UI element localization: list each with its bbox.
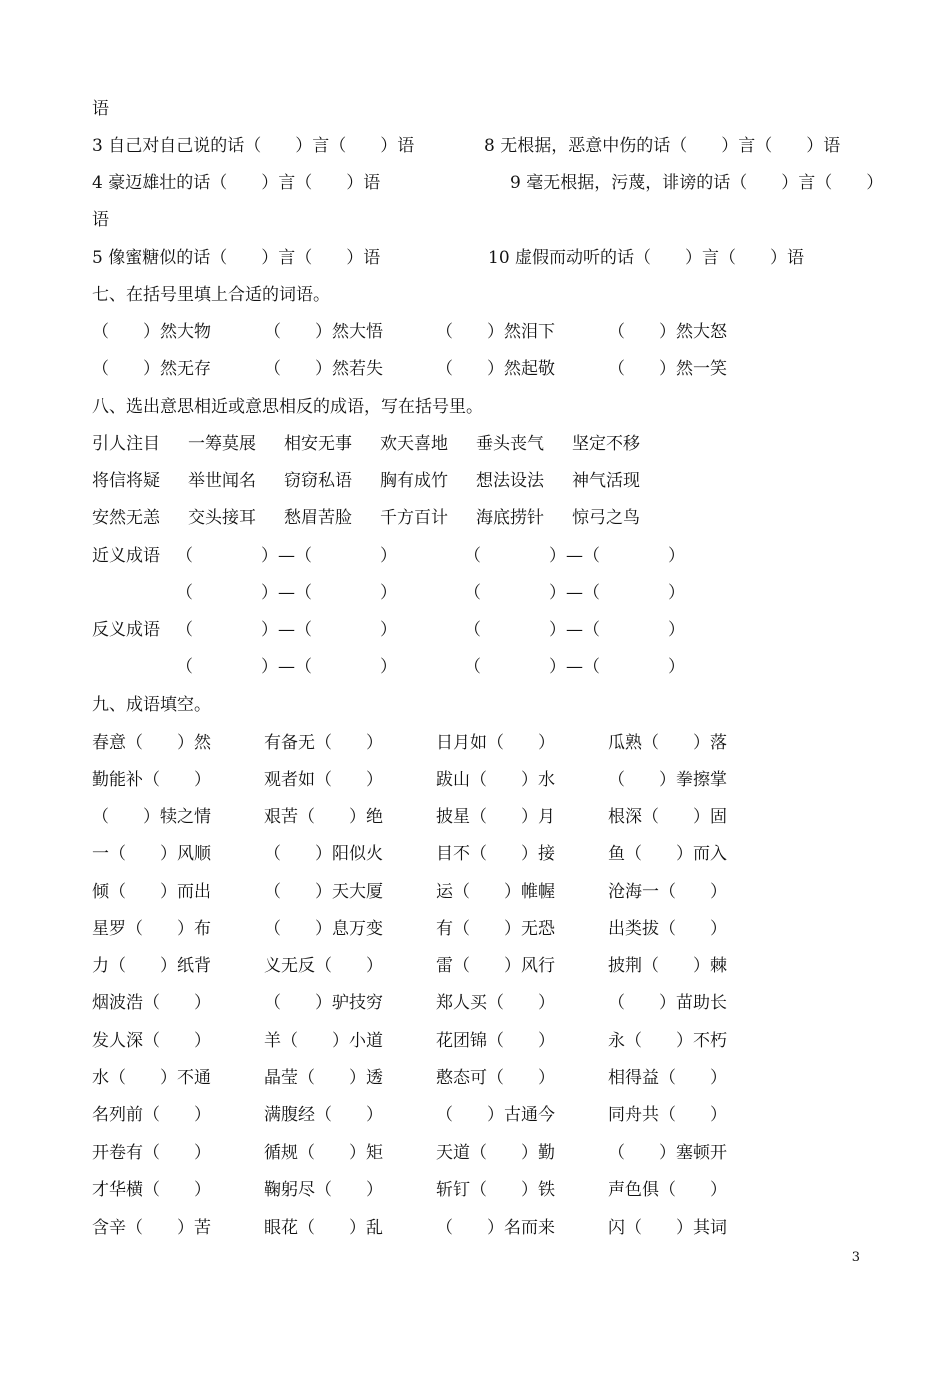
idiom-blank: 同舟共（ ） (608, 1105, 727, 1125)
idiom: 垂头丧气 (476, 434, 544, 454)
idiom-blank: 日月如（ ） (436, 733, 555, 753)
section9-row (92, 1100, 792, 1130)
section9-row (92, 728, 792, 758)
idiom-blank: （ ）苗助长 (608, 993, 727, 1013)
section9-row (92, 765, 792, 795)
idiom: 惊弓之鸟 (572, 508, 640, 528)
section9-row (92, 1026, 792, 1056)
idiom-blank: 才华横（ ） (92, 1180, 211, 1200)
answer-blank-pair: （ ）—（ ） (464, 620, 685, 640)
answer-blank-pair: （ ）—（ ） (176, 546, 397, 566)
idiom-blank: 有（ ）无恐 (436, 919, 555, 939)
idiom-blank: 含辛（ ）苦 (92, 1218, 211, 1238)
section6-item-5: 5 像蜜糖似的话（ ）言（ ）语 (92, 248, 381, 268)
idiom-blank: 鞠躬尽（ ） (264, 1180, 383, 1200)
idiom-blank: （ ）阳似火 (264, 844, 383, 864)
idiom-blank: 斩钉（ ）铁 (436, 1180, 555, 1200)
idiom-blank: 鱼（ ）而入 (608, 844, 727, 864)
idiom-blank: 满腹经（ ） (264, 1105, 383, 1125)
idiom-blank: （ ）古通今 (436, 1105, 555, 1125)
fill-blank-item: （ ）然大悟 (264, 322, 383, 342)
idiom-blank: （ ）天大厦 (264, 882, 383, 902)
idiom-blank: 星罗（ ）布 (92, 919, 211, 939)
page-number: 3 (851, 1250, 860, 1265)
idiom-blank: 沧海一（ ） (608, 882, 727, 902)
idiom-blank: 羊（ ）小道 (264, 1031, 383, 1051)
synonym-row (92, 578, 792, 608)
idiom-blank: 根深（ ）固 (608, 807, 727, 827)
section9-title: 九、成语填空。 (92, 695, 211, 715)
idiom: 坚定不移 (572, 434, 640, 454)
idiom: 胸有成竹 (380, 471, 448, 491)
answer-blank-pair: （ ）—（ ） (176, 583, 397, 603)
idiom: 交头接耳 (188, 508, 256, 528)
section9-row (92, 1213, 792, 1243)
idiom-blank: 倾（ ）而出 (92, 882, 211, 902)
idiom-blank: 春意（ ）然 (92, 733, 211, 753)
idiom-blank: 名列前（ ） (92, 1105, 211, 1125)
idiom: 将信将疑 (92, 471, 160, 491)
idiom-blank: （ ）名而来 (436, 1218, 555, 1238)
idiom-row (92, 429, 792, 459)
idiom-blank: （ ）塞顿开 (608, 1143, 727, 1163)
section9-row (92, 1175, 792, 1205)
synonym-label: 近义成语 (92, 546, 160, 566)
idiom: 想法设法 (476, 471, 544, 491)
answer-blank-pair: （ ）—（ ） (464, 546, 685, 566)
section6-item-10: 10 虚假而动听的话（ ）言（ ）语 (488, 248, 805, 268)
section6-row-4 (92, 168, 884, 198)
idiom: 安然无恙 (92, 508, 160, 528)
fill-blank-item: （ ）然泪下 (436, 322, 555, 342)
idiom-blank: 天道（ ）勤 (436, 1143, 555, 1163)
answer-blank-pair: （ ）—（ ） (176, 657, 397, 677)
answer-blank-pair: （ ）—（ ） (464, 657, 685, 677)
idiom-blank: 披星（ ）月 (436, 807, 555, 827)
answer-blank-pair: （ ）—（ ） (176, 620, 397, 640)
idiom-blank: 目不（ ）接 (436, 844, 555, 864)
section9-row (92, 914, 792, 944)
answer-blank-pair: （ ）—（ ） (464, 583, 685, 603)
idiom-blank: 出类拔（ ） (608, 919, 727, 939)
antonym-label: 反义成语 (92, 620, 160, 640)
idiom: 举世闻名 (188, 471, 256, 491)
section9-row (92, 877, 792, 907)
idiom: 引人注目 (92, 434, 160, 454)
section7-title: 七、在括号里填上合适的词语。 (92, 285, 330, 305)
idiom: 一筹莫展 (188, 434, 256, 454)
idiom: 千方百计 (380, 508, 448, 528)
fill-blank-item: （ ）然一笑 (608, 359, 727, 379)
section9-row (92, 802, 792, 832)
idiom-blank: 运（ ）帷幄 (436, 882, 555, 902)
idiom: 神气活现 (572, 471, 640, 491)
idiom-blank: 一（ ）风顺 (92, 844, 211, 864)
idiom-blank: 有备无（ ） (264, 733, 383, 753)
section6-item-9: 9 毫无根据，污蔑，诽谤的话（ ）言（ ） (510, 173, 884, 193)
idiom-blank: 力（ ）纸背 (92, 956, 211, 976)
idiom-blank: 烟波浩（ ） (92, 993, 211, 1013)
idiom-blank: 郑人买（ ） (436, 993, 555, 1013)
idiom-blank: 雷（ ）风行 (436, 956, 555, 976)
idiom: 欢天喜地 (380, 434, 448, 454)
section9-row (92, 1138, 792, 1168)
section6-item-4: 4 豪迈雄壮的话（ ）言（ ）语 (92, 173, 381, 193)
fill-blank-item: （ ）然大怒 (608, 322, 727, 342)
idiom-blank: 相得益（ ） (608, 1068, 727, 1088)
idiom-blank: 闪（ ）其词 (608, 1218, 727, 1238)
idiom-row (92, 503, 792, 533)
idiom: 相安无事 (284, 434, 352, 454)
fill-blank-item: （ ）然起敬 (436, 359, 555, 379)
section6-row-3 (92, 131, 872, 161)
idiom-blank: 花团锦（ ） (436, 1031, 555, 1051)
idiom-blank: 水（ ）不通 (92, 1068, 211, 1088)
idiom-blank: 义无反（ ） (264, 956, 383, 976)
antonym-row (92, 615, 792, 645)
section7-row (92, 317, 792, 347)
section8-title: 八、选出意思相近或意思相反的成语，写在括号里。 (92, 397, 483, 417)
idiom: 窃窃私语 (284, 471, 352, 491)
section6-item-3: 3 自己对自己说的话（ ）言（ ）语 (92, 136, 415, 156)
idiom-blank: 声色俱（ ） (608, 1180, 727, 1200)
idiom: 愁眉苦脸 (284, 508, 352, 528)
section9-row (92, 988, 792, 1018)
idiom-row (92, 466, 792, 496)
section6-wrap-line: 语 (92, 210, 109, 230)
idiom-blank: 观者如（ ） (264, 770, 383, 790)
idiom-blank: 循规（ ）矩 (264, 1143, 383, 1163)
synonym-row (92, 541, 792, 571)
idiom-blank: 跋山（ ）水 (436, 770, 555, 790)
fill-blank-item: （ ）然若失 (264, 359, 383, 379)
idiom-blank: 晶莹（ ）透 (264, 1068, 383, 1088)
idiom-blank: （ ）犊之情 (92, 807, 211, 827)
idiom-blank: 发人深（ ） (92, 1031, 211, 1051)
idiom-blank: 开卷有（ ） (92, 1143, 211, 1163)
idiom-blank: 憨态可（ ） (436, 1068, 555, 1088)
section6-row-5 (92, 243, 872, 273)
idiom-blank: 永（ ）不朽 (608, 1031, 727, 1051)
idiom-blank: （ ）拳擦掌 (608, 770, 727, 790)
idiom-blank: （ ）息万变 (264, 919, 383, 939)
idiom-blank: （ ）驴技穷 (264, 993, 383, 1013)
section9-row (92, 1063, 792, 1093)
idiom-blank: 艰苦（ ）绝 (264, 807, 383, 827)
section9-row (92, 839, 792, 869)
idiom-blank: 瓜熟（ ）落 (608, 733, 727, 753)
idiom-blank: 勤能补（ ） (92, 770, 211, 790)
fill-blank-item: （ ）然大物 (92, 322, 211, 342)
idiom-blank: 眼花（ ）乱 (264, 1218, 383, 1238)
section6-item-8: 8 无根据，恶意中伤的话（ ）言（ ）语 (484, 136, 841, 156)
section7-row (92, 354, 792, 384)
antonym-row (92, 652, 792, 682)
fill-blank-item: （ ）然无存 (92, 359, 211, 379)
section9-row (92, 951, 792, 981)
idiom: 海底捞针 (476, 508, 544, 528)
idiom-blank: 披荆（ ）棘 (608, 956, 727, 976)
section6-wrap-line: 语 (92, 99, 109, 119)
